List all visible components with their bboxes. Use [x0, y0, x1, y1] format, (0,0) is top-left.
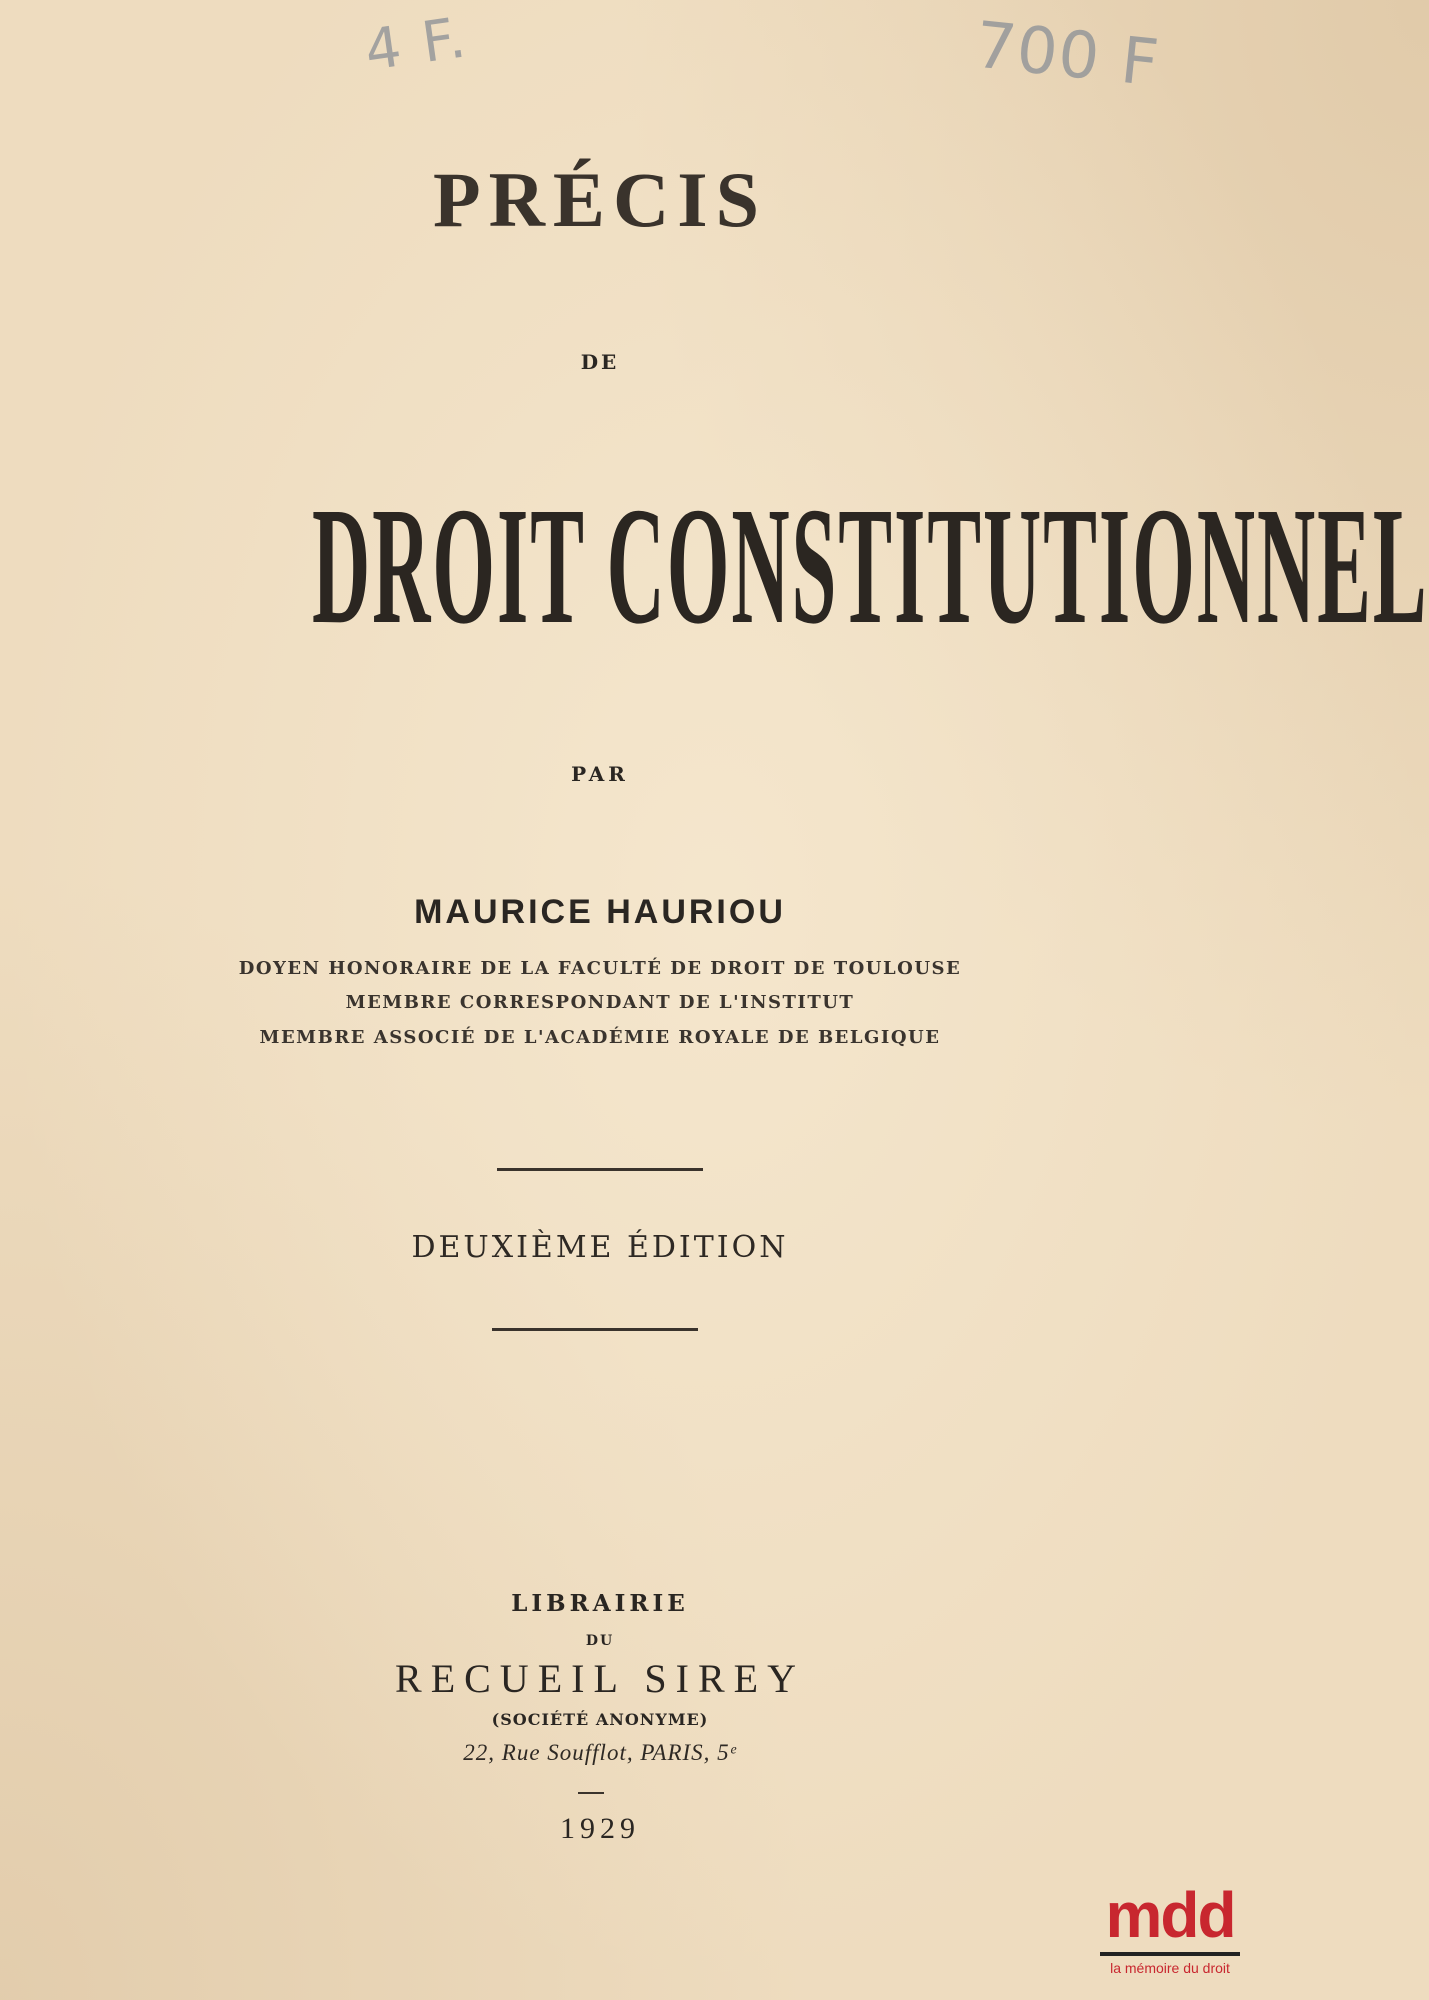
author-name: MAURICE HAURIOU [414, 893, 786, 931]
logo-bar [1100, 1952, 1240, 1956]
title-connector: DE [580, 350, 620, 374]
book-subject: DROIT CONSTITUTIONNEL [312, 473, 1429, 659]
author-credential: MEMBRE ASSOCIÉ DE L'ACADÉMIE ROYALE DE BELGIQUE [259, 1027, 941, 1048]
edition-label: DEUXIÈME ÉDITION [411, 1230, 789, 1265]
imprint-line: DU [585, 1633, 615, 1649]
mdd-logo [1095, 1880, 1245, 1990]
company-type: (SOCIÉTÉ ANONYME) [491, 1710, 709, 1729]
logo-mark: mdd [1105, 1879, 1235, 1951]
author-credential: DOYEN HONORAIRE DE LA FACULTÉ DE DROIT DE TOULOUSE [238, 958, 962, 979]
book-title: PRÉCIS [432, 156, 768, 243]
publisher-name: RECUEIL SIREY [395, 1656, 805, 1701]
pencil-mark-price: 700 F [971, 8, 1163, 102]
divider-rule [497, 1168, 703, 1171]
logo-tagline: la mémoire du droit [1110, 1960, 1230, 1976]
publication-year: 1929 [560, 1812, 640, 1845]
divider-rule [492, 1328, 698, 1331]
author-credential: MEMBRE CORRESPONDANT DE L'INSTITUT [345, 992, 855, 1013]
year-dash [578, 1792, 604, 1794]
publisher-address: 22, Rue Soufflot, PARIS, 5ᵉ [463, 1740, 737, 1765]
imprint-line: LIBRAIRIE [511, 1590, 689, 1617]
pencil-mark-left: 4 F. [360, 5, 472, 84]
by-line: PAR [571, 762, 629, 786]
